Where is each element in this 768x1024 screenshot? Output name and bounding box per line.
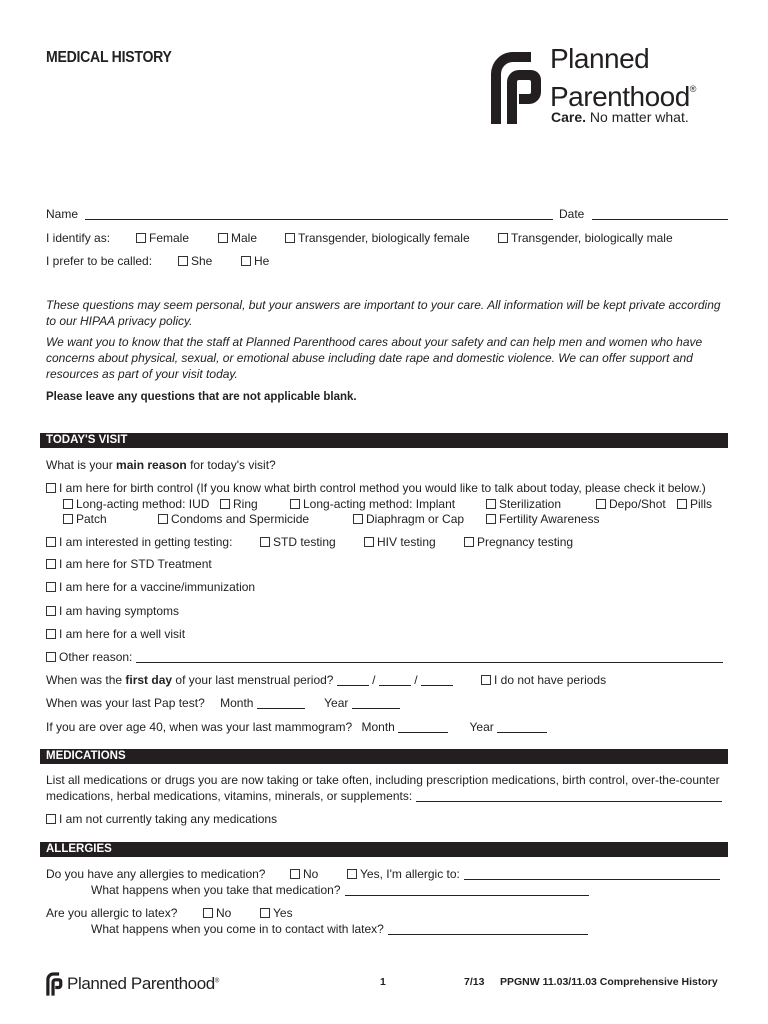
well-visit-option[interactable]: I am here for a well visit	[46, 627, 185, 641]
safety-paragraph: We want you to know that the staff at Planned Parenthood cares about your safety and can help men and women who have concerns about physical, sexual, or emotional abuse including date rape and domestic violence. We can offer support and resources as part of your visit today.	[46, 335, 703, 381]
name-field[interactable]	[85, 207, 553, 220]
name-label: Name	[46, 207, 79, 221]
page-number: 1	[380, 976, 386, 988]
bc-condoms-option[interactable]: Condoms and Spermicide	[158, 512, 309, 526]
date-field[interactable]	[592, 207, 728, 220]
checkbox[interactable]	[178, 256, 188, 266]
bc-sterilization-option[interactable]: Sterilization	[486, 497, 561, 511]
logo-line-planned: Planned	[550, 43, 650, 74]
checkbox[interactable]	[596, 499, 606, 509]
identify-male-option[interactable]: Male	[218, 231, 257, 245]
mammogram-question: If you are over age 40, when was your last mammogram? Month Year	[46, 720, 547, 734]
checkbox[interactable]	[46, 483, 56, 493]
checkbox[interactable]	[464, 537, 474, 547]
checkbox[interactable]	[63, 499, 73, 509]
no-periods-option[interactable]: I do not have periods	[481, 673, 606, 687]
medication-allergy-question: Do you have any allergies to medication?	[46, 867, 266, 881]
period-year-field[interactable]	[421, 673, 453, 686]
other-reason-field[interactable]	[136, 650, 723, 663]
symptoms-option[interactable]: I am having symptoms	[46, 604, 179, 618]
checkbox[interactable]	[218, 233, 228, 243]
bc-fertility-option[interactable]: Fertility Awareness	[486, 512, 599, 526]
checkbox[interactable]	[353, 514, 363, 524]
pp-logo-mark-icon	[487, 48, 543, 128]
std-treatment-option[interactable]: I am here for STD Treatment	[46, 557, 212, 571]
checkbox[interactable]	[364, 537, 374, 547]
name-row	[46, 207, 553, 221]
checkbox[interactable]	[46, 814, 56, 824]
bc-iud-option[interactable]: Long-acting method: IUD	[63, 497, 209, 511]
identify-label: I identify as:	[46, 231, 111, 245]
medications-field[interactable]	[416, 789, 722, 802]
checkbox[interactable]	[46, 652, 56, 662]
checkbox[interactable]	[677, 499, 687, 509]
allergic-to-field[interactable]	[464, 867, 720, 880]
checkbox[interactable]	[46, 559, 56, 569]
instructions-paragraph: Please leave any questions that are not applicable blank.	[46, 391, 357, 403]
called-she-option[interactable]: She	[178, 254, 212, 268]
identify-trans-male-option[interactable]: Transgender, biologically male	[498, 231, 673, 245]
footer-form-code: PPGNW 11.03/11.03 Comprehensive History	[500, 976, 718, 988]
identify-female-option[interactable]: Female	[136, 231, 189, 245]
checkbox[interactable]	[46, 629, 56, 639]
pap-test-question: When was your last Pap test? Month Year	[46, 696, 400, 710]
checkbox[interactable]	[486, 499, 496, 509]
footer-logo-text: Planned Parenthood®	[67, 974, 219, 993]
mammogram-month-field[interactable]	[398, 720, 448, 733]
testing-option[interactable]: I am interested in getting testing:	[46, 535, 232, 549]
pap-month-field[interactable]	[257, 696, 305, 709]
other-reason-option[interactable]: Other reason:	[46, 650, 723, 664]
pp-footer-logo-icon	[45, 971, 63, 997]
checkbox[interactable]	[290, 869, 300, 879]
bc-depo-option[interactable]: Depo/Shot	[596, 497, 666, 511]
checkbox[interactable]	[260, 908, 270, 918]
checkbox[interactable]	[285, 233, 295, 243]
bc-implant-option[interactable]: Long-acting method: Implant	[290, 497, 455, 511]
checkbox[interactable]	[498, 233, 508, 243]
latex-reaction-field[interactable]	[388, 922, 588, 935]
medications-heading: MEDICATIONS	[40, 749, 728, 764]
allergies-heading: ALLERGIES	[40, 842, 728, 857]
period-month-field[interactable]	[337, 673, 369, 686]
mammogram-year-field[interactable]	[497, 720, 547, 733]
checkbox[interactable]	[158, 514, 168, 524]
checkbox[interactable]	[290, 499, 300, 509]
todays-visit-heading: TODAY'S VISIT	[40, 433, 728, 448]
checkbox[interactable]	[347, 869, 357, 879]
checkbox[interactable]	[46, 537, 56, 547]
medications-instructions-line1: List all medications or drugs you are now taking or take often, including prescription medications, birth control, over-the-counter	[46, 773, 720, 787]
medications-instructions-line2: medications, herbal medications, vitamins, minerals, or supplements:	[46, 789, 722, 803]
checkbox[interactable]	[46, 606, 56, 616]
medication-allergy-yes-option[interactable]: Yes, I'm allergic to:	[347, 867, 720, 881]
latex-reaction-question: What happens when you come in to contact with latex?	[91, 922, 588, 936]
logo-line-parenthood: Parenthood®	[550, 81, 696, 112]
checkbox[interactable]	[203, 908, 213, 918]
footer-date-code: 7/13	[464, 976, 485, 988]
vaccine-option[interactable]: I am here for a vaccine/immunization	[46, 580, 255, 594]
main-reason-question: What is your main reason for today's visit?	[46, 458, 276, 472]
called-label: I prefer to be called:	[46, 254, 153, 268]
checkbox[interactable]	[486, 514, 496, 524]
medication-reaction-field[interactable]	[345, 883, 589, 896]
birth-control-option[interactable]: I am here for birth control (If you know what birth control method you would like to talk about today, please check it below.)	[46, 481, 706, 495]
period-day-field[interactable]	[379, 673, 411, 686]
no-medications-option[interactable]: I am not currently taking any medications	[46, 812, 277, 826]
checkbox[interactable]	[136, 233, 146, 243]
bc-patch-option[interactable]: Patch	[63, 512, 107, 526]
hiv-testing-option[interactable]: HIV testing	[364, 535, 436, 549]
last-period-question: When was the first day of your last menstrual period? / /	[46, 673, 453, 687]
latex-allergy-question: Are you allergic to latex?	[46, 906, 178, 920]
logo-tagline: Care. No matter what.	[551, 109, 689, 125]
pap-year-field[interactable]	[352, 696, 400, 709]
latex-allergy-yes-option[interactable]: Yes	[260, 906, 293, 920]
std-testing-option[interactable]: STD testing	[260, 535, 336, 549]
date-label: Date	[559, 207, 585, 221]
date-row	[559, 207, 728, 221]
checkbox[interactable]	[481, 675, 491, 685]
called-he-option[interactable]: He	[241, 254, 269, 268]
planned-parenthood-logo	[487, 43, 727, 126]
checkbox[interactable]	[260, 537, 270, 547]
medication-allergy-no-option[interactable]: No	[290, 867, 318, 881]
checkbox[interactable]	[220, 499, 230, 509]
page-title: MEDICAL HISTORY	[46, 49, 172, 66]
checkbox[interactable]	[46, 582, 56, 592]
bc-ring-option[interactable]: Ring	[220, 497, 258, 511]
pregnancy-testing-option[interactable]: Pregnancy testing	[464, 535, 573, 549]
checkbox[interactable]	[63, 514, 73, 524]
latex-allergy-no-option[interactable]: No	[203, 906, 231, 920]
bc-pills-option[interactable]: Pills	[677, 497, 712, 511]
checkbox[interactable]	[241, 256, 251, 266]
privacy-paragraph: These questions may seem personal, but your answers are important to your care. All information will be kept private according to our HIPAA privacy policy.	[46, 298, 721, 328]
identify-trans-female-option[interactable]: Transgender, biologically female	[285, 231, 470, 245]
medication-reaction-question: What happens when you take that medication?	[91, 883, 589, 897]
bc-diaphragm-option[interactable]: Diaphragm or Cap	[353, 512, 464, 526]
